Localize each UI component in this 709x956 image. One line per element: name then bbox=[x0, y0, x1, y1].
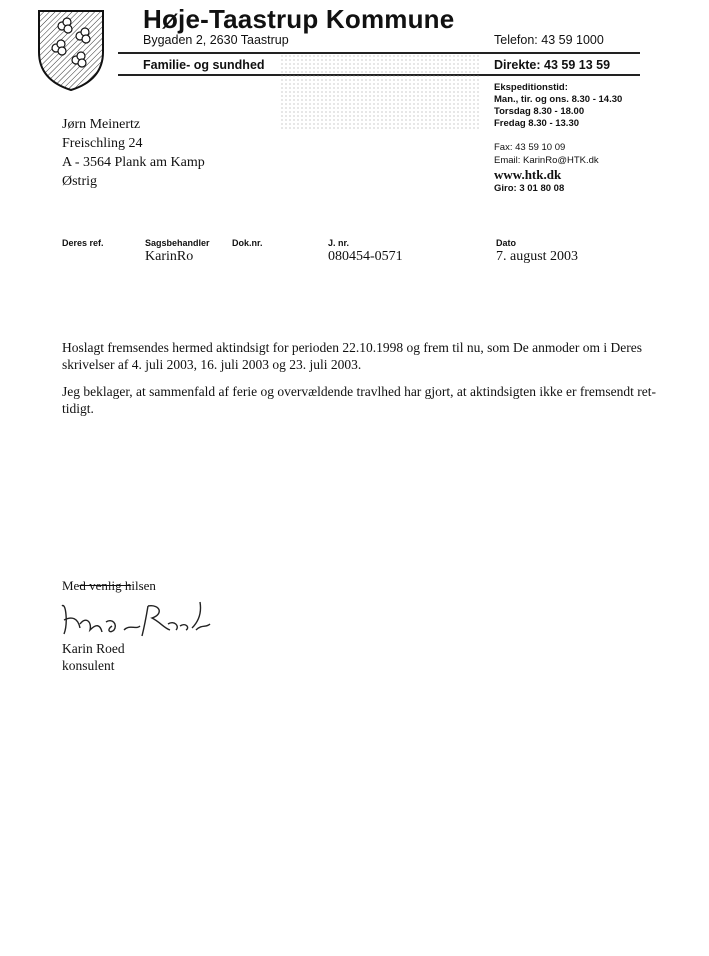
direct-phone: Direkte: 43 59 13 59 bbox=[494, 58, 611, 72]
case-worker-value: KarinRo bbox=[145, 249, 194, 264]
office-hours-title: Ekspeditionstid: bbox=[494, 82, 568, 93]
phone-number: Telefon: 43 59 1000 bbox=[494, 33, 604, 47]
greeting-part: ilsen bbox=[131, 578, 156, 593]
greeting-part: Me bbox=[62, 578, 80, 593]
fax-number: Fax: 43 59 10 09 bbox=[494, 142, 566, 153]
doc-no-label: Dok.nr. bbox=[232, 238, 263, 248]
website: www.htk.dk bbox=[494, 167, 562, 182]
date-label: Dato bbox=[496, 238, 516, 248]
j-no-label: J. nr. bbox=[328, 238, 350, 248]
your-ref-label: Deres ref. bbox=[62, 238, 104, 248]
recipient-street: Freischling 24 bbox=[62, 136, 143, 151]
case-worker-label: Sagsbehandler bbox=[145, 238, 210, 248]
recipient-address bbox=[62, 115, 205, 191]
body-paragraph: Jeg beklager, at sammenfald af ferie og overvældende travlhed har gjort, at aktindsigten ikke er fremsendt ret-tidigt. bbox=[62, 384, 656, 416]
department-name: Familie- og sundhed bbox=[143, 58, 265, 72]
office-hours bbox=[494, 82, 622, 130]
office-hours-line: Man., tir. og ons. 8.30 - 14.30 bbox=[494, 94, 623, 105]
office-hours-line: Torsdag 8.30 - 18.00 bbox=[494, 106, 585, 117]
email-address: Email: KarinRo@HTK.dk bbox=[494, 154, 599, 166]
recipient-country: Østrig bbox=[62, 174, 97, 189]
giro-number: Giro: 3 01 80 08 bbox=[494, 183, 565, 194]
scan-noise bbox=[280, 54, 480, 130]
date-value: 7. august 2003 bbox=[496, 249, 579, 264]
handwritten-signature bbox=[56, 594, 216, 640]
organization-name: Høje-Taastrup Kommune bbox=[143, 4, 455, 34]
signer-name: Karin Roed bbox=[62, 641, 125, 656]
signer-title: konsulent bbox=[62, 658, 115, 673]
body-paragraph: Hoslagt fremsendes hermed aktindsigt for perioden 22.10.1998 og frem til nu, som De anmoder om i Deres skrivelser af 4. juli 2003, 16. juli 2003 og 23. juli 2003. bbox=[62, 340, 642, 372]
coat-of-arms-logo bbox=[36, 8, 106, 92]
letter-body bbox=[62, 339, 682, 427]
greeting-struck-part: d venlig h bbox=[79, 578, 132, 593]
recipient-city: A - 3564 Plank am Kamp bbox=[62, 155, 205, 170]
closing-greeting bbox=[62, 578, 156, 594]
recipient-name: Jørn Meinertz bbox=[62, 117, 141, 132]
j-no-value: 080454-0571 bbox=[328, 249, 403, 264]
signer-block bbox=[62, 640, 125, 674]
contact-block bbox=[494, 142, 599, 196]
organization-address: Bygaden 2, 2630 Taastrup bbox=[143, 33, 289, 47]
office-hours-line: Fredag 8.30 - 13.30 bbox=[494, 118, 580, 129]
